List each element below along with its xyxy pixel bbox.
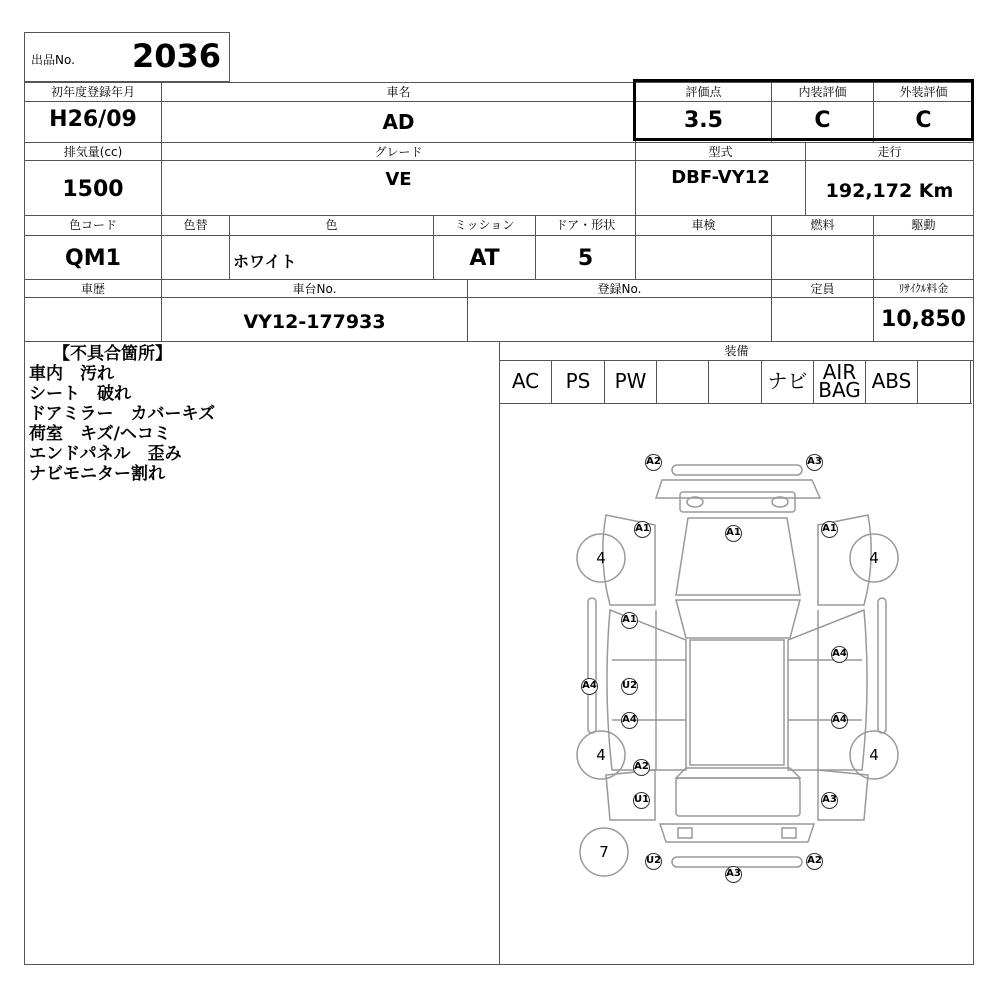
car-name-value: AD: [382, 110, 415, 134]
color-label: 色: [325, 218, 338, 232]
defect-item: 荷室 キズ/ヘコミ: [29, 424, 171, 444]
equipment-ps: PS: [552, 361, 605, 403]
recycle-fee-value: 10,850: [881, 307, 966, 332]
score-label: 評価点: [685, 85, 722, 99]
mission-value: AT: [469, 246, 500, 271]
defect-item: ドアミラー カバーキズ: [29, 404, 216, 424]
car-name-label: 車名: [386, 85, 411, 99]
fuel-label: 燃料: [810, 218, 835, 232]
lot-number-label: 出品No.: [31, 53, 75, 67]
inspection-label: 車検: [691, 218, 716, 232]
interior-label: 内装評価: [798, 85, 847, 99]
damage-mark: A2: [633, 759, 650, 776]
damage-mark: A3: [821, 792, 838, 809]
equipment-navi: ナビ: [762, 361, 814, 403]
equipment-empty: [709, 361, 762, 403]
recycle-fee-label: ﾘｻｲｸﾙ料金: [898, 282, 949, 295]
history-label: 車歴: [80, 282, 105, 296]
damage-mark: A1: [634, 521, 651, 538]
damage-mark: A2: [806, 853, 823, 870]
damage-mark: U1: [633, 792, 650, 809]
defect-item: ナビモニター割れ: [29, 464, 165, 484]
damage-mark: A4: [831, 712, 848, 729]
equipment-row: [500, 361, 972, 404]
damage-mark: A1: [725, 525, 742, 542]
tire-spare: 7: [599, 843, 609, 861]
lot-number-box: [24, 32, 230, 82]
tire-front-right: 4: [869, 549, 879, 567]
equipment-empty: [657, 361, 709, 403]
defects-title: 【不具合箇所】: [53, 344, 172, 364]
exterior-label: 外装評価: [899, 85, 948, 99]
damage-mark: A4: [621, 712, 638, 729]
color-code-label: 色コード: [68, 218, 117, 232]
damage-mark: A3: [806, 454, 823, 471]
capacity-label: 定員: [810, 282, 835, 296]
defect-item: シート 破れ: [29, 384, 131, 404]
displacement-value: 1500: [62, 177, 124, 202]
damage-mark: A3: [725, 866, 742, 883]
color-value: ホワイト: [233, 252, 297, 271]
doors-label: ドア・形状: [555, 218, 616, 232]
defect-item: 車内 汚れ: [29, 364, 114, 384]
reg-year-value: H26/09: [49, 107, 137, 132]
color-code-value: QM1: [65, 246, 121, 271]
displacement-label: 排気量(cc): [63, 145, 123, 159]
exterior-value: C: [915, 108, 932, 133]
chassis-value: VY12-177933: [243, 311, 386, 333]
reg-year-label: 初年度登録年月: [50, 85, 135, 99]
damage-mark: A2: [645, 454, 662, 471]
damage-mark: U2: [645, 853, 662, 870]
lot-number: 2036: [131, 37, 221, 75]
mileage-value: 192,172 Km: [825, 180, 954, 202]
equipment-empty: [918, 361, 971, 403]
score-value: 3.5: [684, 108, 723, 133]
defect-item: エンドパネル 歪み: [29, 444, 182, 464]
interior-value: C: [814, 108, 831, 133]
chassis-label: 車台No.: [292, 282, 337, 296]
registration-label: 登録No.: [597, 282, 642, 296]
damage-mark: A4: [581, 678, 598, 695]
tire-rear-left: 4: [596, 746, 606, 764]
tire-rear-right: 4: [869, 746, 879, 764]
equipment-pw: PW: [605, 361, 657, 403]
defects-panel: [29, 344, 497, 484]
damage-mark: U2: [621, 678, 638, 695]
model-label: 型式: [708, 145, 733, 159]
equipment-airbag: AIR BAG: [814, 361, 866, 403]
doors-value: 5: [577, 246, 594, 271]
grade-value: VE: [385, 169, 412, 190]
equipment-abs: ABS: [866, 361, 918, 403]
damage-mark: A4: [831, 646, 848, 663]
equipment-ac: AC: [500, 361, 552, 403]
mileage-label: 走行: [877, 145, 902, 159]
drive-label: 駆動: [911, 218, 936, 232]
score-highlight-border: [633, 79, 974, 141]
model-value: DBF-VY12: [671, 167, 770, 188]
mission-label: ミッション: [454, 218, 515, 232]
damage-mark: A1: [821, 521, 838, 538]
repaint-label: 色替: [183, 218, 208, 232]
tire-front-left: 4: [596, 549, 606, 567]
grade-label: グレード: [374, 145, 423, 159]
damage-mark: A1: [621, 612, 638, 629]
equipment-label: 装備: [724, 344, 749, 358]
